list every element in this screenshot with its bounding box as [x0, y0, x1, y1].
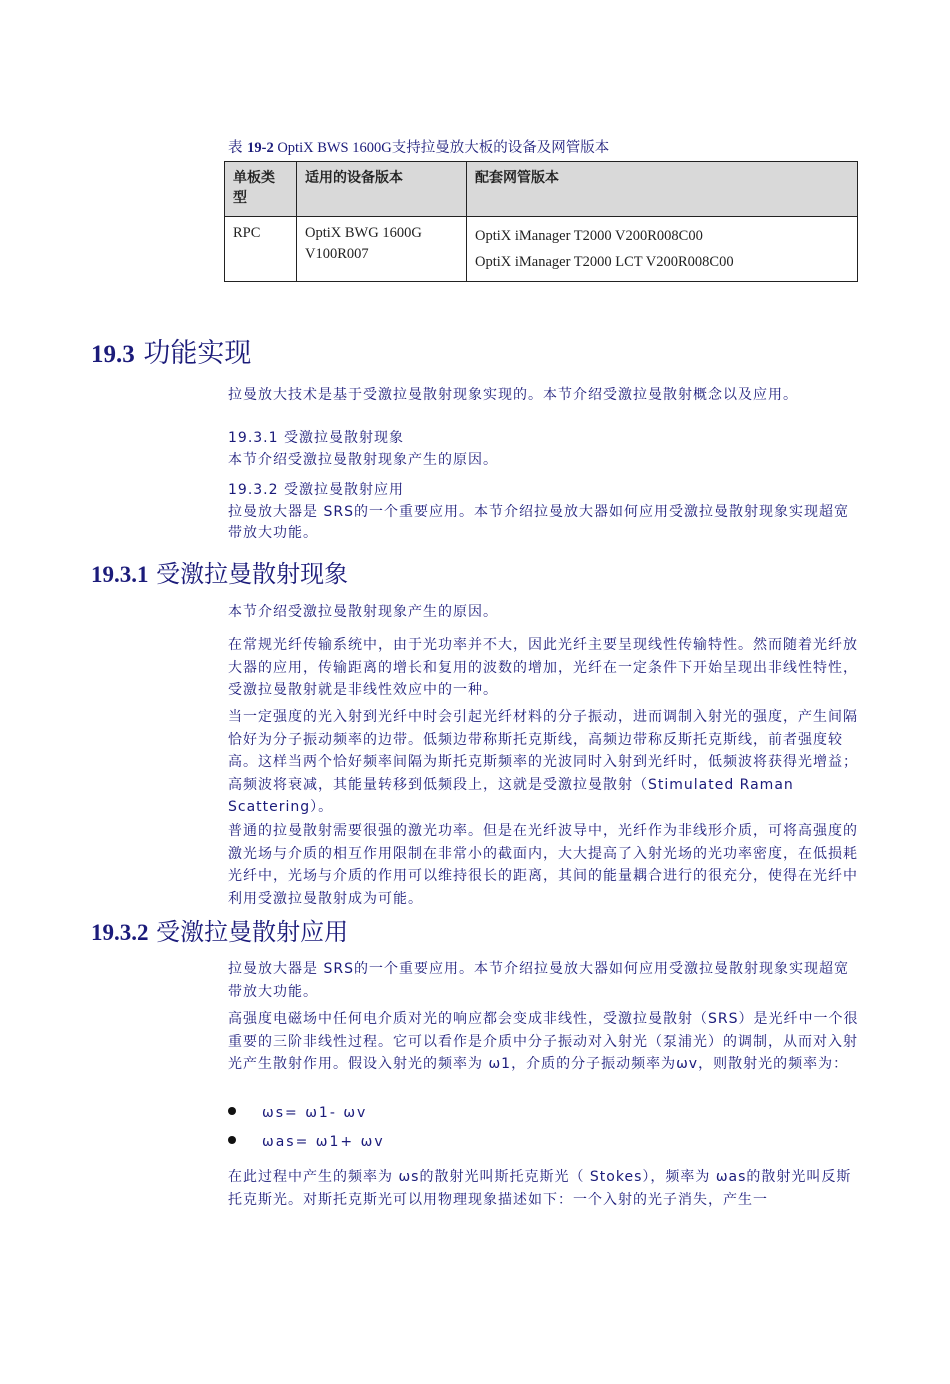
- header-equipment-version: 适用的设备版本: [297, 162, 467, 217]
- toc-entry-1[interactable]: [228, 428, 860, 471]
- paragraph: 在常规光纤传输系统中，由于光功率并不大，因此光纤主要呈现线性传输特性。然而随着光纤放大器的应用，传输距离的增长和复用的波数的增加，光纤在一定条件下开始呈现出非线性特性，受激拉曼散射就是非线性效应中的一种。: [228, 637, 858, 698]
- cell-mgmt: [467, 217, 858, 282]
- toc-link-title[interactable]: 19.3.2 受激拉曼散射应用: [228, 482, 404, 498]
- cell-board: RPC: [225, 217, 297, 282]
- section-intro: 拉曼放大技术是基于受激拉曼散射现象实现的。本节介绍受激拉曼散射概念以及应用。: [228, 387, 798, 403]
- caption-number: 19-2: [247, 140, 274, 156]
- formula-text: ωs= ω1- ωv: [262, 1105, 368, 1121]
- section-number: 19.3: [91, 341, 135, 368]
- section-heading: [91, 336, 261, 373]
- toc-entry-2[interactable]: [228, 480, 860, 545]
- paragraph: 高强度电磁场中任何电介质对光的响应都会变成非线性，受激拉曼散射（SRS）是光纤中一个很重要的三阶非线性过程。它可以看作是介质中分子振动对入射光（泵浦光）的调制，从而对入射光产生散射作用。假设入射光的频率为 ω1，介质的分子振动频率为ωv，则散射光的频率为：: [228, 1011, 859, 1072]
- paragraph: 在此过程中产生的频率为 ωs的散射光叫斯托克斯光（ Stokes），频率为 ωas的散射光叫反斯托克斯光。对斯托克斯光可以用物理现象描述如下：一个入射的光子消失，产生一: [228, 1169, 852, 1208]
- cell-mgmt-line-1: OptiX iManager T2000 V200R008C00: [475, 228, 703, 244]
- table-caption: [228, 136, 609, 157]
- subsection-number: 19.3.2: [91, 920, 149, 945]
- subsection-heading-1: [91, 554, 348, 589]
- version-table: [224, 161, 858, 282]
- header-board-type: 单板类型: [225, 162, 297, 217]
- paragraph: 拉曼放大器是 SRS的一个重要应用。本节介绍拉曼放大器如何应用受激拉曼散射现象实现超宽带放大功能。: [228, 961, 849, 1000]
- cell-mgmt-line-2: OptiX iManager T2000 LCT V200R008C00: [475, 254, 734, 270]
- bullet-icon: [228, 1107, 236, 1115]
- formula-bullet-2: [228, 1134, 385, 1150]
- table-header-row: [225, 162, 858, 217]
- toc-link-title[interactable]: 19.3.1 受激拉曼散射现象: [228, 430, 404, 446]
- paragraph: 普通的拉曼散射需要很强的激光功率。但是在光纤波导中，光纤作为非线形介质，可将高强度的激光场与介质的相互作用限制在非常小的截面内，大大提高了入射光场的光功率密度，在低损耗光纤中，光场与介质的作用可以维持很长的距离，其间的能量耦合进行的很充分，使得在光纤中利用受激拉曼散射成为可能。: [228, 823, 858, 907]
- caption-prefix: 表: [228, 140, 248, 156]
- paragraph: 当一定强度的光入射到光纤中时会引起光纤材料的分子振动，进而调制入射光的强度，产生间隔恰好为分子振动频率的边带。低频边带称斯托克斯线，高频边带称反斯托克斯线，前者强度较高。这样当两个恰好频率间隔为斯托克斯频率的光波同时入射到光纤时，低频波将获得光增益；高频波将衰减，其能量转移到低频段上，这就是受激拉曼散射（Stimulated Raman Scattering）。: [228, 709, 858, 815]
- toc-link-desc: 本节介绍受激拉曼散射现象产生的原因。: [228, 451, 498, 468]
- bullet-icon: [228, 1136, 236, 1144]
- header-mgmt-version: 配套网管版本: [467, 162, 858, 217]
- subsection-title: 受激拉曼散射现象: [156, 560, 349, 588]
- caption-text: 支持拉曼放大板的设备及网管版本: [391, 140, 610, 156]
- cell-equipment: OptiX BWG 1600G V100R007: [297, 217, 467, 282]
- toc-link-desc: 拉曼放大器是 SRS的一个重要应用。本节介绍拉曼放大器如何应用受激拉曼散射现象实现超宽带放大功能。: [228, 503, 849, 541]
- caption-model: OptiX BWS 1600G: [273, 140, 392, 156]
- table-row: [225, 217, 858, 282]
- paragraph: 本节介绍受激拉曼散射现象产生的原因。: [228, 604, 498, 620]
- subsection-heading-2: [91, 912, 348, 947]
- section-title: 功能实现: [143, 338, 252, 369]
- subsection-number: 19.3.1: [91, 562, 149, 587]
- formula-bullet-1: [228, 1105, 367, 1121]
- formula-text: ωas= ω1+ ωv: [262, 1134, 385, 1150]
- subsection-title: 受激拉曼散射应用: [156, 918, 349, 946]
